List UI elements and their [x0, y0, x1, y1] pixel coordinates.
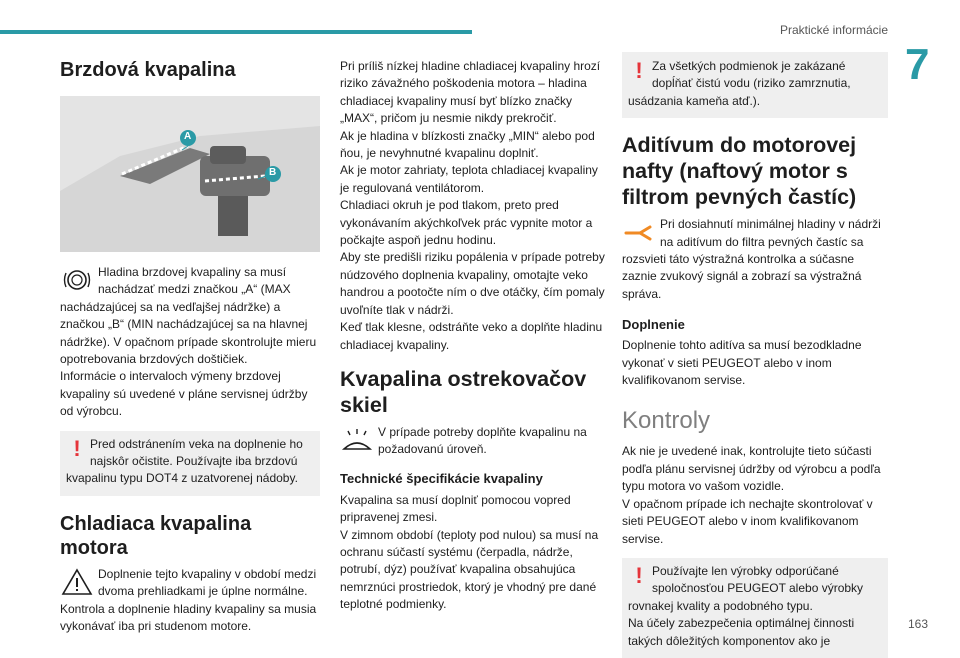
warning-icon: !	[73, 435, 81, 461]
brake-text-block	[60, 264, 320, 421]
marker-b: B	[269, 167, 277, 178]
additive-warning-lamp-icon	[622, 217, 656, 247]
washer-fluid-icon	[340, 425, 374, 455]
checks-title: Kontroly	[622, 407, 711, 435]
washer-text-block	[340, 424, 606, 459]
header-accent-bar	[0, 30, 472, 34]
brake-fluid-icon	[60, 265, 94, 295]
checks-warning: Používajte len výrobky odporúčané spoločnosťou PEUGEOT alebo výrobky rovnakej kvality a podobného typu. Na účely zabezpečenia optimálnej činnosti takých dôležitých komponentov ako je	[628, 563, 864, 648]
brake-title: Brzdová kvapalina	[60, 59, 236, 81]
additive-text: Pri dosiahnutí minimálnej hladiny v nádrži na aditívum do filtra pevných častíc sa rozsvieti táto výstražná kontrolka a súčasne zaznie zvukový signál a zobrazí sa výstražná správa.	[622, 217, 881, 301]
refill-title: Doplnenie	[622, 317, 685, 333]
washer-spec-title: Technické špecifikácie kvapaliny	[340, 470, 543, 486]
marker-a: A	[184, 131, 192, 142]
page-number: 163	[907, 617, 928, 631]
chapter-number: 7	[905, 40, 930, 89]
warning-icon: !	[635, 562, 643, 588]
checks-text: Ak nie je uvedené inak, kontrolujte tieto súčasti podľa plánu servisnej údržby od výrobcu a podľa typu motora vo vašom vozidle. V opačnom prípade ich nechajte skontrolovať v sieti PEUGEOT alebo v inom kvalifikovanom servise.	[622, 444, 881, 546]
coolant-title: Chladiaca kvapalina motora	[60, 512, 252, 559]
checks-warning-box	[622, 558, 888, 658]
brake-text: Hladina brzdovej kvapaliny sa musí nachádzať medzi značkou „A“ (MAX nachádzajúcej sa na vedľajšej nádržke) a značkou „B“ (MIN nachádzajúcej sa na hlavnej nádržke). V opačnom prípade skontrolujte mieru opotrebovania brzdových doštičiek. Informácie o intervaloch výmeny brzdovej kvapaliny sú uvedené v pláne servisnej údržby od výrobcu.	[60, 265, 317, 419]
brake-warning-box	[60, 431, 320, 496]
coolant-text-block	[60, 566, 320, 636]
column-3	[622, 52, 888, 658]
water-warning-box	[622, 52, 888, 118]
washer-title: Kvapalina ostrekovačov skiel	[340, 366, 587, 417]
additive-title: Aditívum do motorovej nafty (naftový motor s filtrom pevných častíc)	[622, 133, 857, 210]
brake-reservoir-drawing	[60, 96, 320, 252]
coolant-text-continued: Pri príliš nízkej hladine chladiacej kvapaliny hrozí riziko závažného poškodenia motora – hladina chladiacej kvapaliny musí byť blízko značky „MAX“, pričom ju nesmie nikdy prekročiť. Ak je hladina v blízkosti značky „MIN“ alebo pod ňou, je nevyhnutné kvapalinu doplniť. Ak je motor zahriaty, teplota chladiacej kvapaliny je regulovaná ventilátorom. Chladiaci okruh je pod tlakom, preto pred vykonávaním akýchkoľvek prác vypnite motor a počkajte aspoň jednu hodinu. Aby ste predišli riziku popálenia v prípade potreby núdzového doplnenia kvapaliny, omotajte veko handrou a pootočte ním o dve otáčky, čím pomaly uvoľníte tlak v nádrži. Keď tlak klesne, odstráňte veko a doplňte hladinu chladiacej kvapaliny.	[340, 59, 605, 352]
washer-spec-text: Kvapalina sa musí doplniť pomocou vopred pripravenej zmesi. V zimnom období (teploty pod nulou) sa musí na ochranu súčastí systému (čerpadla, nádrže, potrubí, dýz) používať kvapalina obsahujúca nemrznúci prostriedok, ktorý je vhodný pre dané teplotné podmienky.	[340, 492, 599, 612]
warning-icon: !	[635, 58, 643, 83]
water-warning: Za všetkých podmienok je zakázané dopĺňať čistú vodu (riziko zamrznutia, usádzania kameňa atď.).	[628, 59, 851, 108]
header-title: Praktické informácie	[779, 23, 888, 37]
brake-reservoir-illustration	[60, 96, 320, 252]
caution-triangle-icon	[60, 567, 94, 597]
coolant-text: Doplnenie tejto kvapaliny v období medzi dvoma prehliadkami je úplne normálne. Kontrola a doplnenie hladiny kvapaliny sa musia vykonávať iba pri studenom motore.	[60, 566, 317, 634]
column-2	[340, 58, 606, 614]
refill-text: Doplnenie tohto aditíva sa musí bezodkladne vykonať v sieti PEUGEOT alebo v inom kvalifikovanom servise.	[622, 338, 862, 388]
brake-warning: Pred odstránením veka na doplnenie ho najskôr očistite. Používajte iba brzdovú kvapalinu typu DOT4 z uzatvorenej nádoby.	[66, 436, 303, 486]
additive-text-block	[622, 216, 888, 303]
washer-text: V prípade potreby doplňte kvapalinu na požadovanú úroveň.	[378, 424, 587, 457]
column-1	[60, 58, 320, 636]
